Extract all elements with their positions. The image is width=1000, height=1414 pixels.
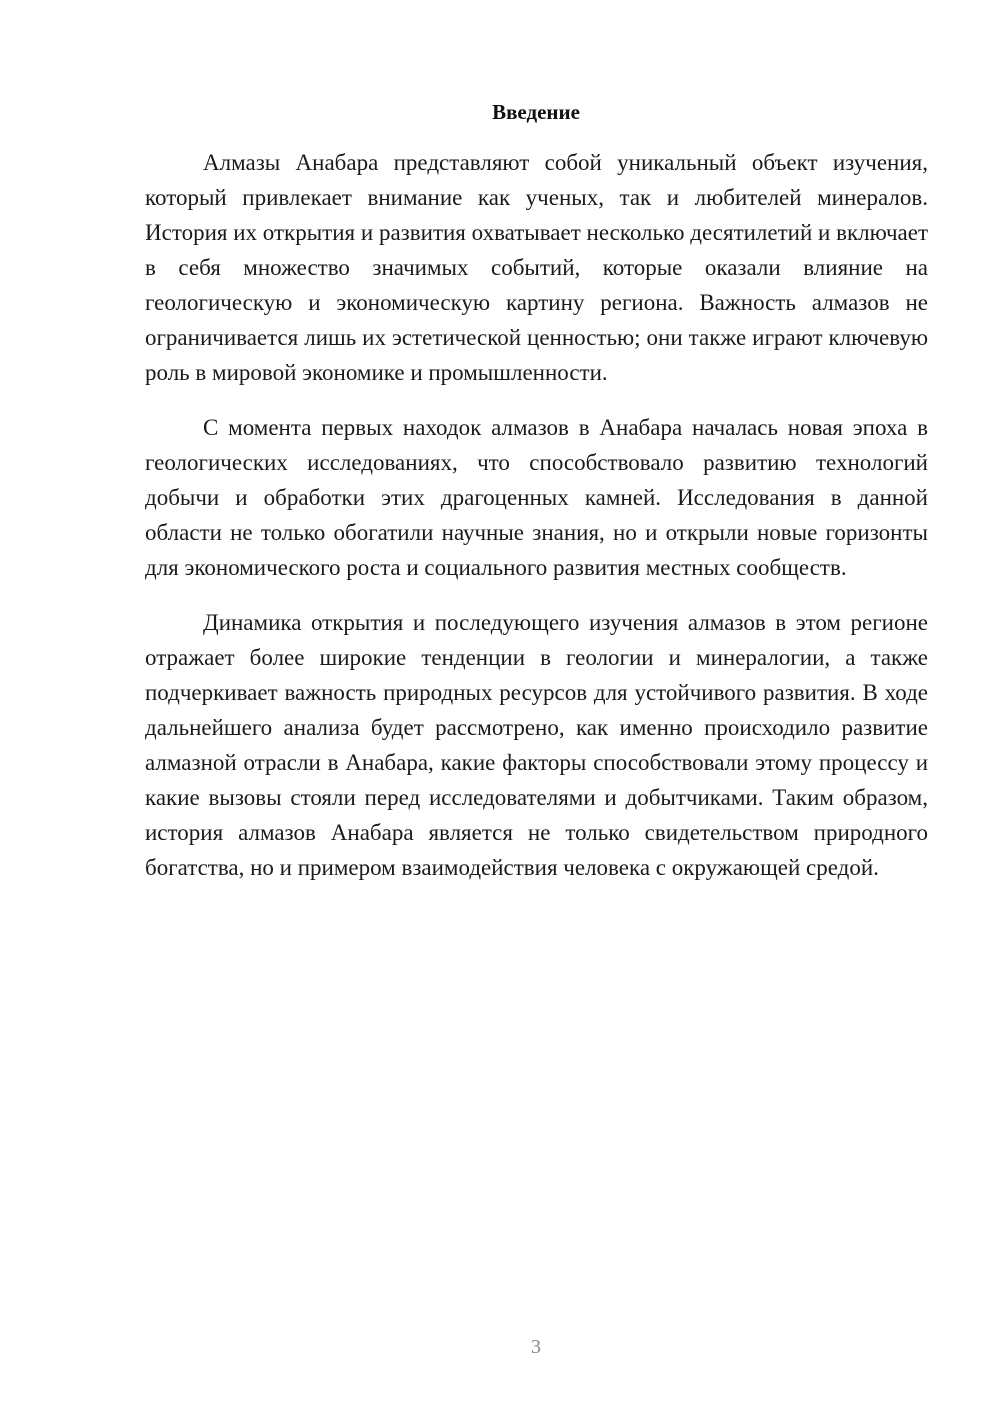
page-number: 3	[531, 1336, 541, 1358]
paragraph-1: Алмазы Анабара представляют собой уникальный объект изучения, который привлекает внимание как ученых, так и любителей минералов. История их открытия и развития охватывает несколько десятилетий и включает в себя множество значимых событий, которые оказали влияние на геологическую и экономическую картину региона. Важность алмазов не ограничивается лишь их эстетической ценностью; они также играют ключевую роль в мировой экономике и промышленности.	[145, 150, 928, 385]
body-text	[145, 145, 928, 905]
paragraph-3: Динамика открытия и последующего изучения алмазов в этом регионе отражает более широкие тенденции в геологии и минералогии, а также подчеркивает важность природных ресурсов для устойчивого развития. В ходе дальнейшего анализа будет рассмотрено, как именно происходило развитие алмазной отрасли в Анабара, какие факторы способствовали этому процессу и какие вызовы стояли перед исследователями и добытчиками. Таким образом, история алмазов Анабара является не только свидетельством природного богатства, но и примером взаимодействия человека с окружающей средой.	[145, 610, 928, 880]
section-heading: Введение	[492, 100, 580, 124]
paragraph-2: С момента первых находок алмазов в Анабара началась новая эпоха в геологических исследованиях, что способствовало развитию технологий добычи и обработки этих драгоценных камней. Исследования в данной области не только обогатили научные знания, но и открыли новые горизонты для экономического роста и социального развития местных сообществ.	[145, 415, 928, 580]
